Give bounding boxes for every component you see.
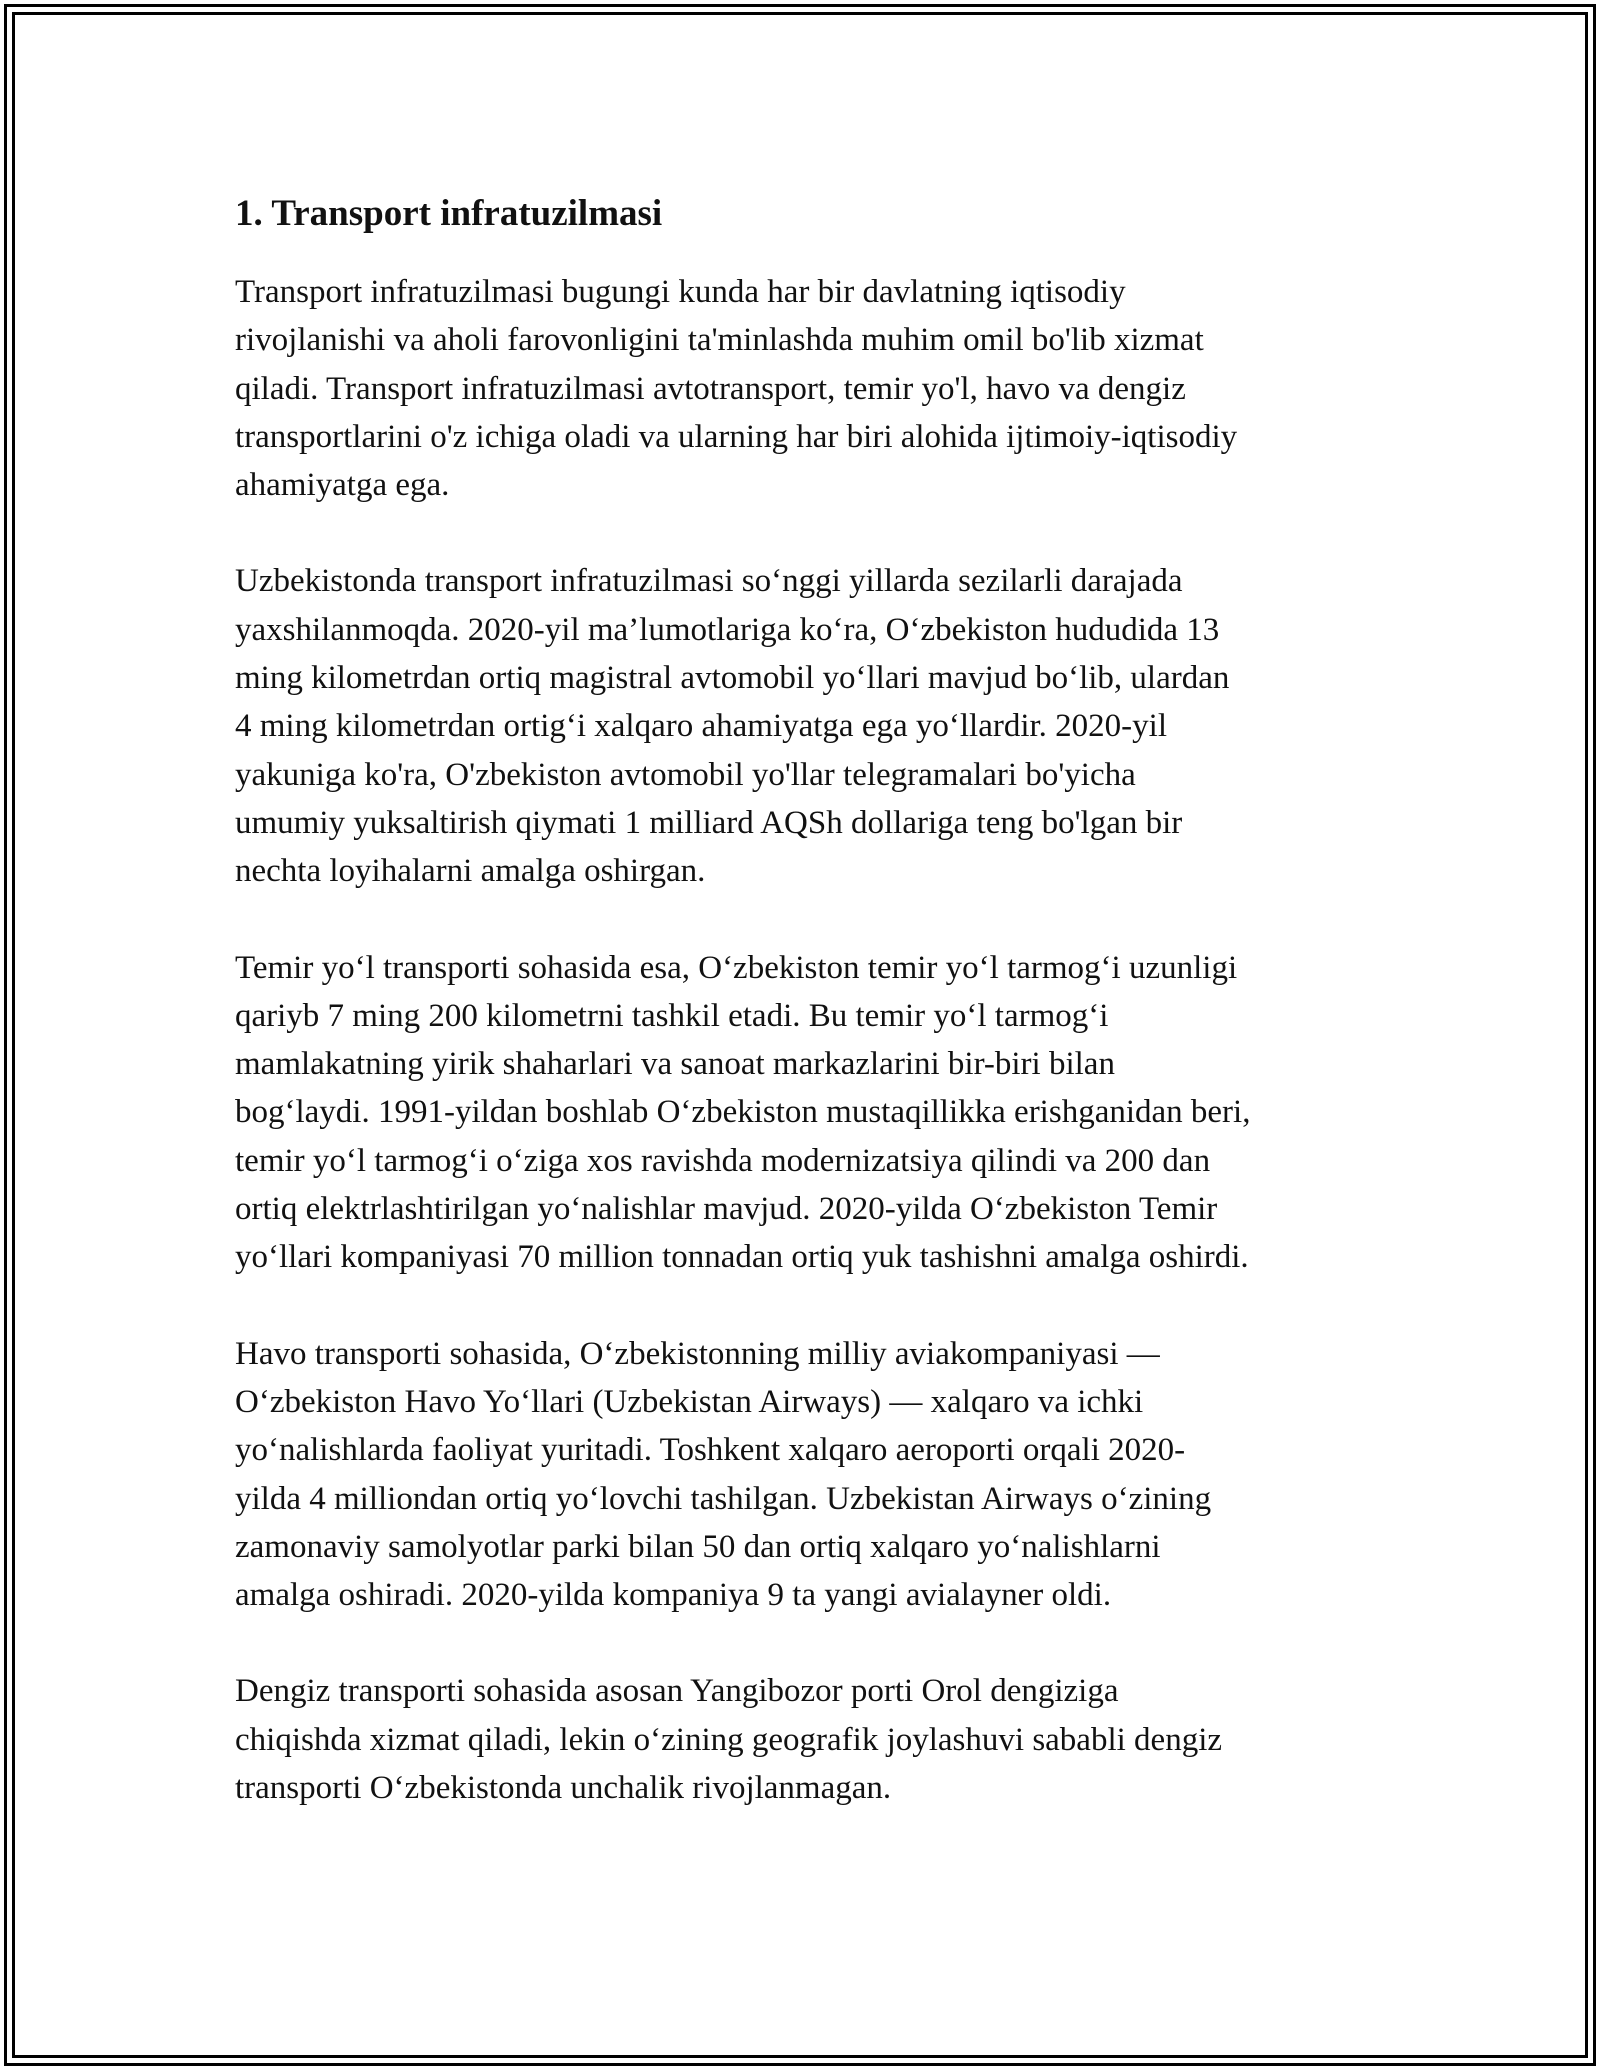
paragraph-line: amalga oshiradi. 2020-yilda kompaniya 9 ta yangi avialayner oldi. (235, 1577, 1112, 1614)
paragraph-sea-transport (235, 1667, 1375, 1812)
paragraph-line: Dengiz transporti sohasida asosan Yangibozor porti Orol dengiziga (235, 1673, 1119, 1710)
paragraph-line: zamonaviy samolyotlar parki bilan 50 dan ortiq xalqaro yo‘nalishlarni (235, 1528, 1161, 1565)
paragraph-line: bog‘laydi. 1991-yildan boshlab O‘zbekiston mustaqillikka erishganidan beri, (235, 1094, 1251, 1131)
paragraph-line: Temir yo‘l transporti sohasida esa, O‘zbekiston temir yo‘l tarmog‘i uzunligi (235, 949, 1238, 986)
paragraph-line: O‘zbekiston Havo Yo‘llari (Uzbekistan Airways) — xalqaro va ichki (235, 1383, 1144, 1420)
paragraph-line: ming kilometrdan ortiq magistral avtomobil yo‘llari mavjud bo‘lib, ulardan (235, 660, 1230, 697)
paragraph-line: chiqishda xizmat qiladi, lekin o‘zining geografik joylashuvi sababli dengiz (235, 1721, 1223, 1758)
paragraph-line: ahamiyatga ega. (235, 467, 450, 504)
paragraph-line: ortiq elektrlashtirilgan yo‘nalishlar mavjud. 2020-yilda O‘zbekiston Temir (235, 1191, 1218, 1228)
paragraph-air-transport (235, 1330, 1375, 1620)
paragraph-line: transportlarini o'z ichiga oladi va ularning har biri alohida ijtimoiy-iqtisodiy (235, 418, 1238, 455)
section-heading: 1. Transport infratuzilmasi (235, 193, 663, 234)
paragraph-rail-transport (235, 944, 1375, 1282)
paragraph-line: Transport infratuzilmasi bugungi kunda har bir davlatning iqtisodiy (235, 274, 1126, 310)
paragraph-line: mamlakatning yirik shaharlari va sanoat markazlarini bir-biri bilan (235, 1046, 1115, 1083)
document-body (235, 188, 1375, 1860)
paragraph-line: Uzbekistonda transport infratuzilmasi so‘nggi yillarda sezilarli darajada (235, 563, 1183, 600)
paragraph-line: temir yo‘l tarmog‘i o‘ziga xos ravishda modernizatsiya qilindi va 200 dan (235, 1142, 1211, 1179)
paragraph-line: yilda 4 milliondan ortiq yo‘lovchi tashilgan. Uzbekistan Airways o‘zining (235, 1480, 1212, 1517)
paragraph-line: Havo transporti sohasida, O‘zbekistonning milliy aviakompaniyasi — (235, 1335, 1160, 1372)
paragraph-introduction (235, 268, 1375, 509)
paragraph-road-transport (235, 557, 1375, 895)
paragraph-line: qiladi. Transport infratuzilmasi avtotransport, temir yo'l, havo va dengiz (235, 370, 1186, 407)
paragraph-line: yakuniga ko'ra, O'zbekiston avtomobil yo'llar telegramalari bo'yicha (235, 756, 1136, 793)
paragraph-line: rivojlanishi va aholi farovonligini ta'minlashda muhim omil bo'lib xizmat (235, 322, 1204, 359)
paragraph-line: qariyb 7 ming 200 kilometrni tashkil etadi. Bu temir yo‘l tarmog‘i (235, 997, 1109, 1034)
paragraph-line: yaxshilanmoqda. 2020-yil ma’lumotlariga ko‘ra, O‘zbekiston hududida 13 (235, 611, 1220, 648)
paragraph-line: 4 ming kilometrdan ortig‘i xalqaro ahamiyatga ega yo‘llardir. 2020-yil (235, 708, 1167, 745)
paragraph-line: transporti O‘zbekistonda unchalik rivojlanmagan. (235, 1770, 892, 1807)
paragraph-line: umumiy yuksaltirish qiymati 1 milliard AQSh dollariga teng bo'lgan bir (235, 804, 1183, 841)
paragraph-line: yo‘nalishlarda faoliyat yuritadi. Toshkent xalqaro aeroporti orqali 2020- (235, 1432, 1186, 1469)
paragraph-line: nechta loyihalarni amalga oshirgan. (235, 853, 706, 890)
paragraph-line: yo‘llari kompaniyasi 70 million tonnadan ortiq yuk tashishni amalga oshirdi. (235, 1239, 1249, 1276)
